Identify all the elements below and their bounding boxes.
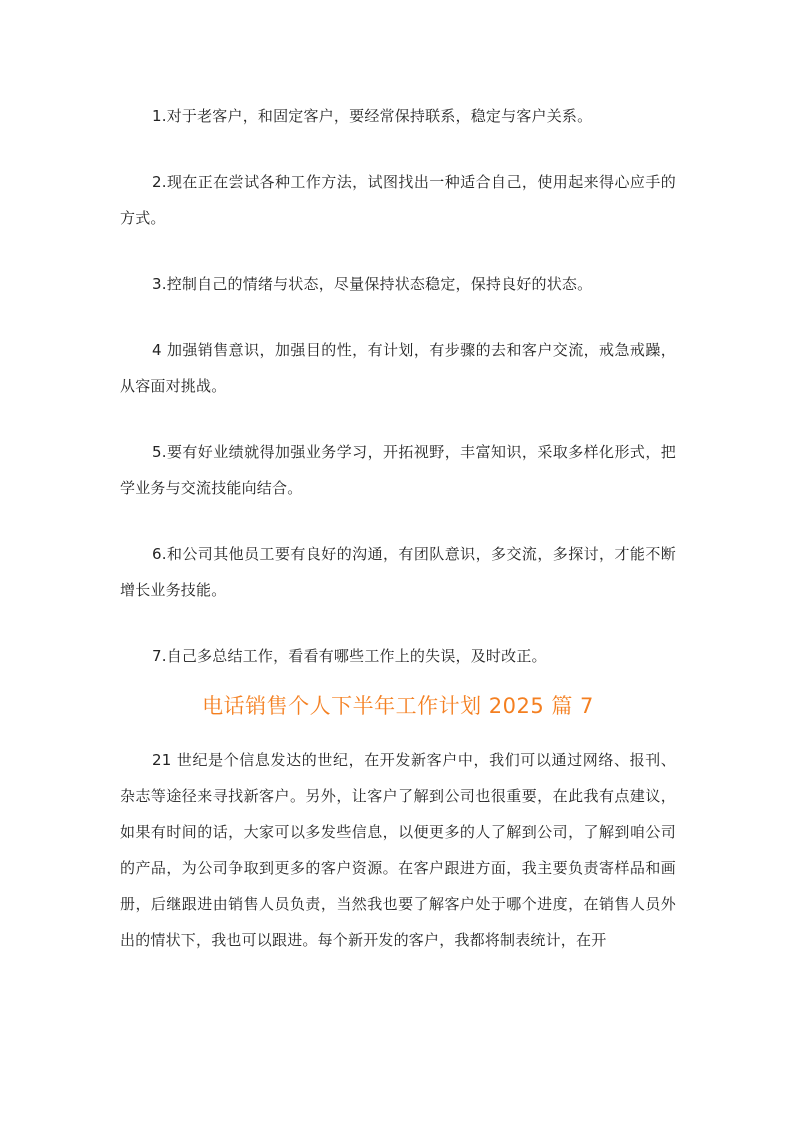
list-item: 1.对于老客户，和固定客户，要经常保持联系，稳定与客户关系。 bbox=[152, 107, 593, 125]
list-item: 6.和公司其他员工要有良好的沟通，有团队意识，多交流，多探讨，才能不断增长业务技能。 bbox=[120, 545, 676, 599]
list-item: 3.控制自己的情绪与状态，尽量保持状态稳定，保持良好的状态。 bbox=[152, 275, 593, 293]
list-item: 5.要有好业绩就得加强业务学习，开拓视野，丰富知识，采取多样化形式，把学业务与交流技能向结合。 bbox=[120, 443, 676, 497]
section-paragraph: 21 世纪是个信息发达的世纪，在开发新客户中，我们可以通过网络、报刊、杂志等途径来寻找新客户。另外，让客户了解到公司也很重要，在此我有点建议，如果有时间的话，大家可以多发些信息，以便更多的人了解到公司，了解到咱公司的产品，为公司争取到更多的客户资源。在客户跟进方面，我主要负责寄样品和画册，后继跟进由销售人员负责，当然我也要了解客户处于哪个进度，在销售人员外出的情状下，我也可以跟进。每个新开发的客户，我都将制表统计，在开 bbox=[120, 751, 676, 949]
list-item: 2.现在正在尝试各种工作方法，试图找出一种适合自己，使用起来得心应手的方式。 bbox=[120, 173, 676, 227]
list-item: 4 加强销售意识，加强目的性，有计划，有步骤的去和客户交流，戒急戒躁，从容面对挑战。 bbox=[120, 341, 676, 395]
list-item: 7.自己多总结工作，看看有哪些工作上的失误，及时改正。 bbox=[152, 647, 547, 665]
document-body bbox=[120, 98, 676, 958]
section-title: 电话销售个人下半年工作计划 2025 篇 7 bbox=[202, 694, 594, 718]
